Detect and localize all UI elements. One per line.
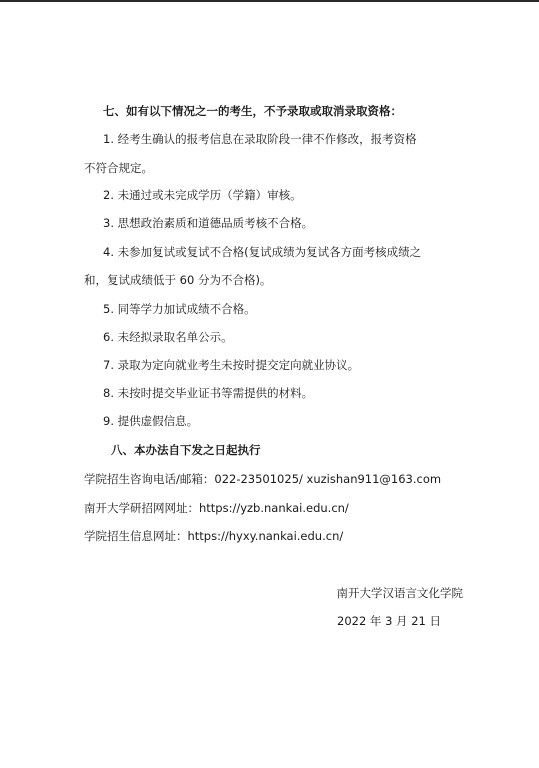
top-border bbox=[0, 0, 539, 2]
section-7-heading: 七、如有以下情况之一的考生，不予录取或取消录取资格： bbox=[103, 104, 402, 118]
section-7-item-7: 7. 录取为定向就业考生未按时提交定向就业协议。 bbox=[103, 358, 360, 372]
section-7-item-8: 8. 未按时提交毕业证书等需提供的材料。 bbox=[103, 386, 314, 400]
section-7-item-1: 1. 经考生确认的报考信息在录取阶段一律不作修改，报考资格 bbox=[103, 132, 417, 146]
section-7-item-1-cont: 不符合规定。 bbox=[84, 161, 153, 175]
section-7-item-3: 3. 思想政治素质和道德品质考核不合格。 bbox=[103, 216, 314, 230]
section-7-item-4: 4. 未参加复试或复试不合格(复试成绩为复试各方面考核成绩之 bbox=[103, 245, 422, 259]
signature-date: 2022 年 3 月 21 日 bbox=[337, 614, 441, 628]
section-7-item-6: 6. 未经拟录取名单公示。 bbox=[103, 330, 233, 344]
section-7-item-2: 2. 未通过或未完成学历（学籍）审核。 bbox=[103, 188, 302, 202]
college-website-link[interactable]: 学院招生信息网址：https://hyxy.nankai.edu.cn/ bbox=[84, 529, 344, 543]
section-7-item-4-cont: 和，复试成绩低于 60 分为不合格)。 bbox=[84, 273, 272, 287]
section-7-item-5: 5. 同等学力加试成绩不合格。 bbox=[103, 302, 256, 316]
yzb-website-link[interactable]: 南开大学研招网网址：https://yzb.nankai.edu.cn/ bbox=[84, 501, 349, 515]
section-7-item-9: 9. 提供虚假信息。 bbox=[103, 414, 199, 428]
contact-phone-email: 学院招生咨询电话/邮箱：022-23501025/ xuzishan911@163.com bbox=[84, 472, 442, 486]
section-8-heading: 八、本办法自下发之日起执行 bbox=[111, 443, 261, 457]
signature-org: 南开大学汉语言文化学院 bbox=[336, 586, 463, 600]
